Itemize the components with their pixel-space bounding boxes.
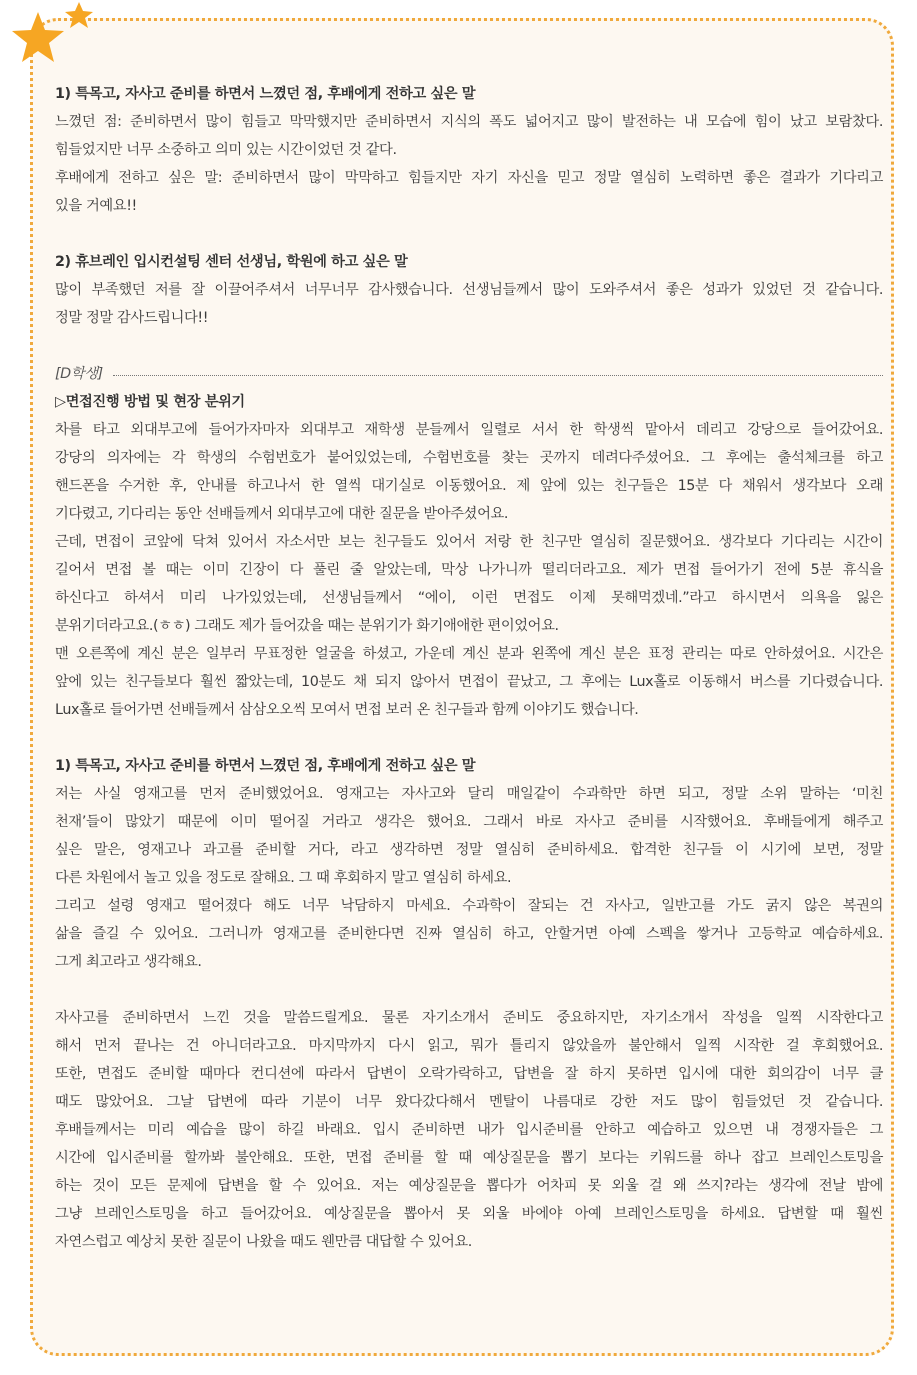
dotted-divider [113, 375, 883, 376]
section1-q1-line: 후배에게 전하고 싶은 말: 준비하면서 많이 막막하고 힘들지만 자기 자신을 믿고 정말 열심히 노력하면 좋은 결과가 기다리고 [55, 170, 883, 186]
interview-line: 앞에 있는 친구들보다 훨씬 짧았는데, 10분도 채 되지 않아서 면접이 끝났고, 그 후에는 Lux홀로 이동해서 버스를 기다렸습니다. [55, 674, 883, 690]
section1-q1-heading: 1) 특목고, 자사고 준비를 하면서 느꼈던 점, 후배에게 전하고 싶은 말 [55, 86, 476, 102]
section3-p1-line: 다른 차원에서 놀고 있을 정도로 잘해요. 그 때 후회하지 말고 열심히 하세요. [55, 870, 512, 886]
interview-line: 맨 오른쪽에 계신 분은 일부러 무표정한 얼굴을 하셨고, 가운데 계신 분과 왼쪽에 계신 분은 표정 관리는 따로 안하셨어요. 시간은 [55, 646, 883, 662]
section3-p2-line: 그냥 브레인스토밍을 하고 들어갔어요. 예상질문을 뽑아서 못 외울 바에야 아예 브레인스토밍을 하세요. 답변할 때 훨씬 [55, 1206, 883, 1222]
section3-p1-line: 싶은 말은, 영재고나 과고를 준비할 거다, 라고 생각하면 정말 열심히 준비하세요. 합격한 친구들 이 시기에 보면, 정말 [55, 842, 883, 858]
section1-q1-line: 느꼈던 점: 준비하면서 많이 힘들고 막막했지만 준비하면서 지식의 폭도 넓어지고 많이 발전하는 내 모습에 힘이 났고 보람찼다. [55, 114, 883, 130]
section3-p1-line: 삶을 즐길 수 있어요. 그러니까 영재고를 준비한다면 진짜 열심히 하고, 안할거면 아예 스펙을 쌓거나 고등학교 예습하세요. [55, 926, 883, 942]
section3-p1-line: 그리고 설령 영재고 떨어졌다 해도 너무 낙담하지 마세요. 수과학이 잘되는 건 자사고, 일반고를 가도 굵지 않은 복권의 [55, 898, 883, 914]
small-star-icon [65, 2, 93, 28]
section3-p1-line: 그게 최고라고 생각해요. [55, 954, 202, 970]
review-content [55, 80, 883, 1256]
section3-p2-line: 하는 것이 모든 문제에 답변을 할 수 있어요. 저는 예상질문을 뽑다가 어차피 못 외울 걸 왜 쓰지?라는 생각에 전날 밤에 [55, 1178, 883, 1194]
section3-p2-line: 해서 먼저 끝나는 건 아니더라고요. 마지막까지 다시 읽고, 뭐가 틀리지 않았을까 불안해서 일찍 시작한 걸 후회했어요. [55, 1038, 883, 1054]
interview-line: 근데, 면접이 코앞에 닥쳐 있어서 자소서만 보는 친구들도 있어서 저랑 한 친구만 열심히 질문했어요. 생각보다 기다리는 시간이 [55, 534, 883, 550]
section1-q2-heading: 2) 휴브레인 입시컨설팅 센터 선생님, 학원에 하고 싶은 말 [55, 254, 408, 270]
section3-p1-line: 천재’들이 많았기 때문에 이미 떨어질 거라고 생각은 했어요. 그래서 바로 자사고 준비를 시작했어요. 후배들에게 해주고 [55, 814, 883, 830]
interview-line: 분위기더라고요.(ㅎㅎ) 그래도 제가 들어갔을 때는 분위기가 화기애애한 편이었어요. [55, 618, 559, 634]
section3-p2-line: 때도 많았어요. 그날 답변에 따라 기분이 너무 왔다갔다해서 멘탈이 나름대로 강한 저도 많이 힘들었던 것 같습니다. [55, 1094, 883, 1110]
interview-line: 기다렸고, 기다리는 동안 선배들께서 외대부고에 대한 질문을 받아주셨어요. [55, 506, 509, 522]
interview-line: 길어서 면접 볼 때는 이미 긴장이 다 풀린 줄 알았는데, 막상 나가니까 떨리더라고요. 제가 면접 들어가기 전에 5분 휴식을 [55, 562, 883, 578]
section1-q1-line: 있을 거예요!! [55, 198, 137, 214]
section3-p2-line: 자연스럽고 예상치 못한 질문이 나왔을 때도 웬만큼 대답할 수 있어요. [55, 1234, 472, 1250]
section1-q1-line: 힘들었지만 너무 소중하고 의미 있는 시간이었던 것 같다. [55, 142, 397, 158]
interview-line: 차를 타고 외대부고에 들어가자마자 외대부고 재학생 분들께서 일렬로 서서 한 학생씩 맡아서 데리고 강당으로 들어갔어요. [55, 422, 883, 438]
interview-line: 핸드폰을 수거한 후, 안내를 하고나서 한 열씩 대기실로 이동했어요. 제 앞에 있는 친구들은 15분 다 채워서 생각보다 오래 [55, 478, 883, 494]
section3-p2-line: 시간에 입시준비를 할까봐 불안해요. 또한, 면접 준비를 할 때 예상질문을 뽑기 보다는 키워드를 하나 잡고 브레인스토밍을 [55, 1150, 883, 1166]
student-label-row [55, 360, 883, 388]
section3-p1-line: 저는 사실 영재고를 먼저 준비했었어요. 영재고는 자사고와 달리 매일같이 수과학만 하면 되고, 정말 소위 말하는 ‘미친 [55, 786, 883, 802]
section3-p2-line: 또한, 면접도 준비할 때마다 컨디션에 따라서 답변이 오락가락하고, 답변을 잘 하지 못하면 입시에 대한 회의감이 너무 클 [55, 1066, 883, 1082]
section3-p2-line: 자사고를 준비하면서 느낀 것을 말씀드릴게요. 물론 자기소개서 준비도 중요하지만, 자기소개서 작성을 일찍 시작한다고 [55, 1010, 883, 1026]
section3-q1-heading: 1) 특목고, 자사고 준비를 하면서 느꼈던 점, 후배에게 전하고 싶은 말 [55, 758, 476, 774]
large-star-icon [12, 12, 64, 62]
section1-q2-line: 정말 정말 감사드립니다!! [55, 310, 209, 326]
interview-line: Lux홀로 들어가면 선배들께서 삼삼오오씩 모여서 면접 보러 온 친구들과 함께 이야기도 했습니다. [55, 702, 639, 718]
interview-line: 강당의 의자에는 각 학생의 수험번호가 붙어있었는데, 수험번호를 찾는 곳까지 데려다주셨어요. 그 후에는 출석체크를 하고 [55, 450, 883, 466]
section1-q2-line: 많이 부족했던 저를 잘 이끌어주셔서 너무너무 감사했습니다. 선생님들께서 많이 도와주셔서 좋은 성과가 있었던 것 같습니다. [55, 282, 883, 298]
interview-heading: ▷면접진행 방법 및 현장 분위기 [55, 394, 245, 410]
star-decoration-icon [0, 0, 110, 80]
interview-line: 하신다고 하셔서 미리 나가있었는데, 선생님들께서 “에이, 이런 면접도 이제 못해먹겠네.”라고 하시면서 의욕을 잃은 [55, 590, 883, 606]
section3-p2-line: 후배들께서는 미리 예습을 많이 하길 바래요. 입시 준비하면 내가 입시준비를 안하고 예습하고 있으면 내 경쟁자들은 그 [55, 1122, 883, 1138]
student-label: [D학생] [55, 366, 103, 382]
